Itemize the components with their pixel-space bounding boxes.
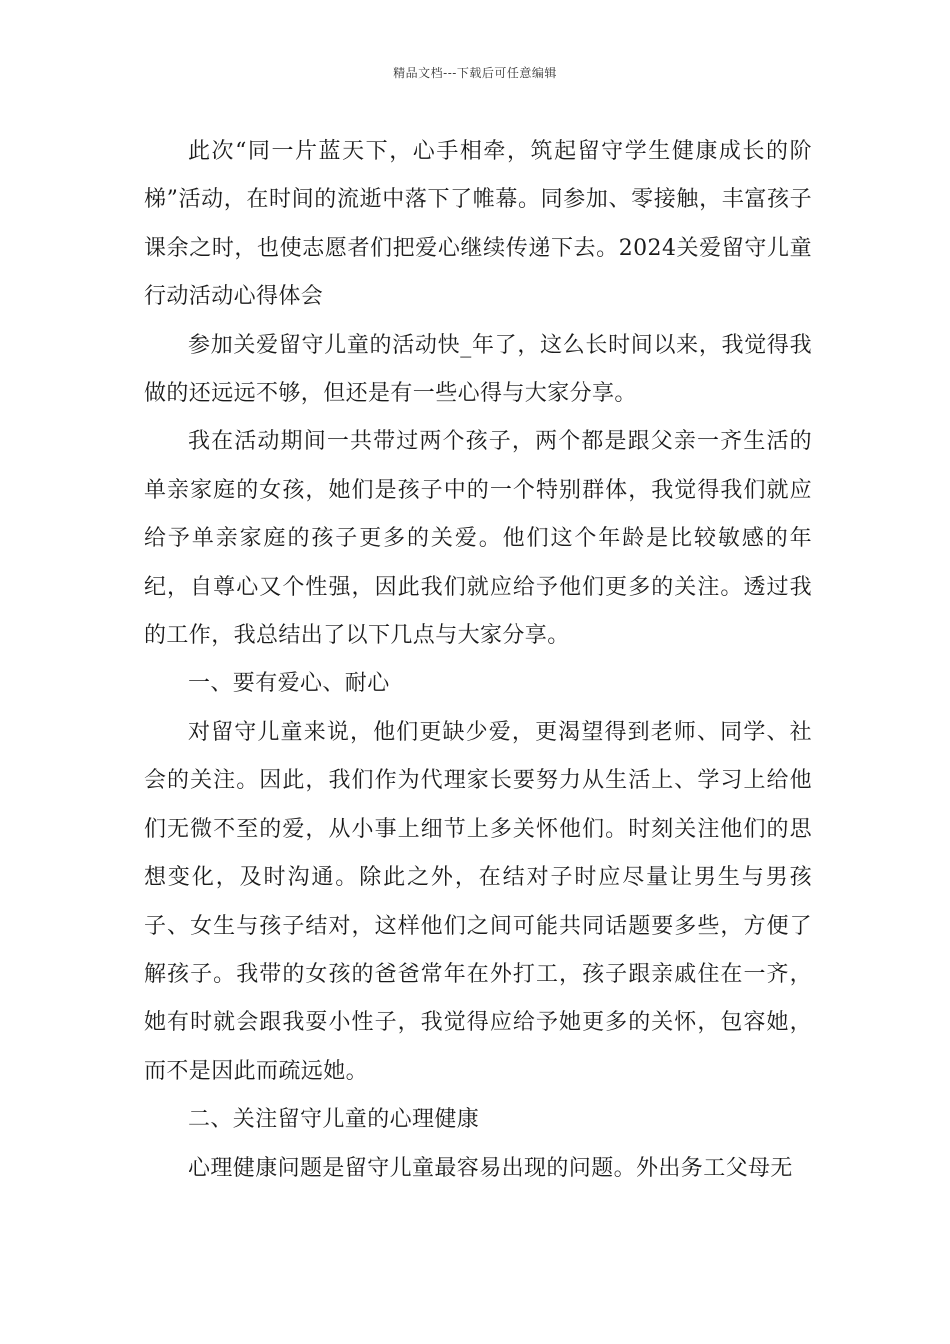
section-heading-2: 二、关注留守儿童的心理健康 <box>188 1107 480 1133</box>
section-heading-1: 一、要有爱心、耐心 <box>188 671 390 697</box>
document-body <box>144 128 812 1193</box>
page-header: 精品文档---下载后可任意编辑 <box>393 66 557 80</box>
paragraph-background: 我在活动期间一共带过两个孩子，两个都是跟父亲一齐生活的单亲家庭的女孩，她们是孩子中的一个特别群体，我觉得我们就应给予单亲家庭的孩子更多的关爱。他们这个年龄是比较敏感的年纪，自尊心又个性强，因此我们就应给予他们更多的关注。透过我的工作，我总结出了以下几点与大家分享。 <box>144 429 812 649</box>
paragraph-section-2: 心理健康问题是留守儿童最容易出现的问题。外出务工父母无 <box>188 1155 793 1181</box>
paragraph-section-1: 对留守儿童来说，他们更缺少爱，更渴望得到老师、同学、社会的关注。因此，我们作为代理家长要努力从生活上、学习上给他们无微不至的爱，从小事上细节上多关怀他们。时刻关注他们的思想变化，及时沟通。除此之外，在结对子时应尽量让男生与男孩子、女生与孩子结对，这样他们之间可能共同话题要多些，方便了解孩子。我带的女孩的爸爸常年在外打工，孩子跟亲戚住在一齐，她有时就会跟我耍小性子，我觉得应给予她更多的关怀，包容她，而不是因此而疏远她。 <box>144 719 812 1084</box>
paragraph-opening: 参加关爱留守儿童的活动快_年了，这么长时间以来，我觉得我做的还远远不够，但还是有一些心得与大家分享。 <box>144 332 812 407</box>
paragraph-intro: 此次“同一片蓝天下，心手相牵，筑起留守学生健康成长的阶梯”活动，在时间的流逝中落下了帷幕。同参加、零接触，丰富孩子课余之时，也使志愿者们把爱心继续传递下去。2024关爱留守儿童行动活动心得体会 <box>144 139 812 310</box>
